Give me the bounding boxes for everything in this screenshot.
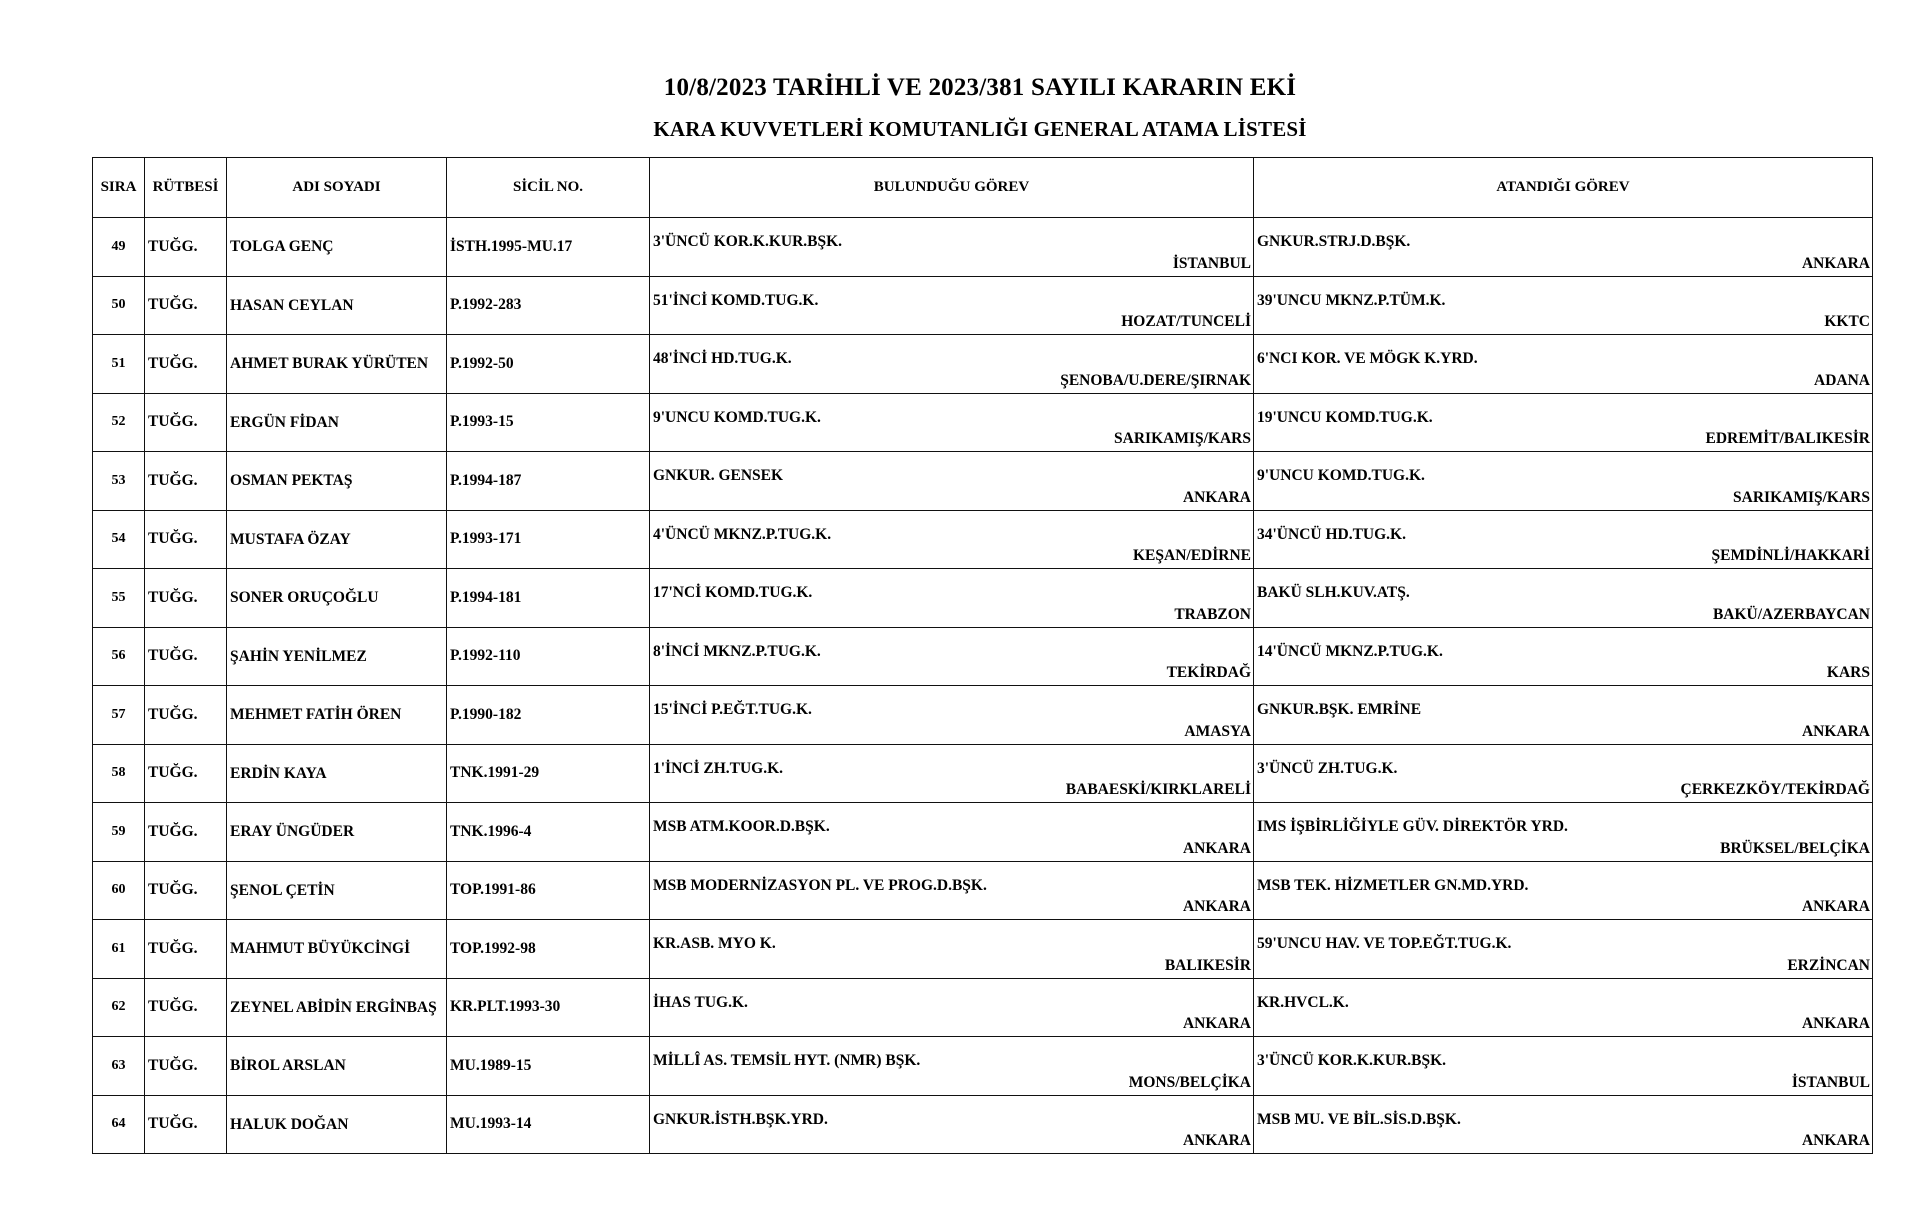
row-atandigi-gorev-unit: 6'NCI KOR. VE MÖGK K.YRD. [1257, 350, 1478, 367]
row-atandigi-gorev-unit: MSB MU. VE BİL.SİS.D.BŞK. [1257, 1110, 1461, 1128]
row-bulundugu-gorev-unit: MSB ATM.KOOR.D.BŞK. [653, 818, 830, 835]
row-adi-soyadi: AHMET BURAK YÜRÜTEN [227, 335, 447, 394]
row-sicil-no: P.1992-50 [447, 335, 650, 394]
row-sira: 49 [93, 218, 145, 277]
row-bulundugu-gorev-unit: 15'İNCİ P.EĞT.TUG.K. [653, 701, 812, 718]
row-adi-soyadi: ERDİN KAYA [227, 744, 447, 803]
row-atandigi-gorev-location: ANKARA [1801, 1132, 1870, 1149]
row-atandigi-gorev-location: İSTANBUL [1791, 1073, 1870, 1091]
row-sira: 61 [93, 920, 145, 979]
row-rutbe: TUĞG. [145, 1037, 227, 1096]
row-atandigi-gorev-unit: 39'UNCU MKNZ.P.TÜM.K. [1257, 291, 1446, 309]
row-atandigi-gorev [1254, 218, 1873, 277]
row-atandigi-gorev-location: ANKARA [1801, 722, 1870, 740]
row-bulundugu-gorev-unit: 3'ÜNCÜ KOR.K.KUR.BŞK. [653, 233, 843, 250]
row-adi-soyadi: MEHMET FATİH ÖREN [227, 686, 447, 745]
row-atandigi-gorev [1254, 920, 1873, 979]
row-sicil-no: TOP.1992-98 [447, 920, 650, 979]
table-row [93, 276, 1873, 335]
row-bulundugu-gorev [650, 510, 1254, 569]
row-sira: 53 [93, 452, 145, 511]
row-sicil-no: P.1992-110 [447, 627, 650, 686]
row-bulundugu-gorev [650, 393, 1254, 452]
table-row [93, 218, 1873, 277]
row-sira: 62 [93, 978, 145, 1037]
row-atandigi-gorev-location: BRÜKSEL/BELÇİKA [1720, 839, 1870, 857]
row-atandigi-gorev [1254, 393, 1873, 452]
row-adi-soyadi: ERGÜN FİDAN [227, 393, 447, 452]
row-bulundugu-gorev-location: SARIKAMIŞ/KARS [1114, 430, 1251, 447]
row-rutbe: TUĞG. [145, 861, 227, 920]
row-bulundugu-gorev [650, 627, 1254, 686]
row-rutbe: TUĞG. [145, 920, 227, 979]
header-sicil-no: SİCİL NO. [447, 158, 650, 218]
row-rutbe: TUĞG. [145, 627, 227, 686]
row-sicil-no: MU.1993-14 [447, 1095, 650, 1154]
header-adi-soyadi: ADI SOYADI [227, 158, 447, 218]
row-adi-soyadi: SONER ORUÇOĞLU [227, 569, 447, 628]
row-bulundugu-gorev-location: ANKARA [1182, 1132, 1251, 1149]
row-adi-soyadi: HALUK DOĞAN [227, 1095, 447, 1154]
row-bulundugu-gorev [650, 276, 1254, 335]
row-bulundugu-gorev-unit: KR.ASB. MYO K. [653, 935, 776, 952]
table-row [93, 1095, 1873, 1154]
row-bulundugu-gorev-location: ANKARA [1182, 898, 1251, 915]
row-bulundugu-gorev [650, 744, 1254, 803]
assignment-table [92, 157, 1873, 1154]
row-sicil-no: TNK.1991-29 [447, 744, 650, 803]
row-atandigi-gorev [1254, 744, 1873, 803]
row-sira: 60 [93, 861, 145, 920]
row-sira: 55 [93, 569, 145, 628]
document-title: 10/8/2023 TARİHLİ VE 2023/381 SAYILI KARARIN EKİ [663, 74, 1297, 101]
row-bulundugu-gorev-unit: MSB MODERNİZASYON PL. VE PROG.D.BŞK. [653, 876, 987, 894]
row-atandigi-gorev-location: ANKARA [1801, 254, 1870, 272]
row-atandigi-gorev [1254, 861, 1873, 920]
table-row [93, 1037, 1873, 1096]
row-adi-soyadi: HASAN CEYLAN [227, 276, 447, 335]
header-rutbe: RÜTBESİ [145, 158, 227, 218]
row-bulundugu-gorev-location: BALIKESİR [1164, 956, 1251, 974]
row-atandigi-gorev [1254, 978, 1873, 1037]
row-atandigi-gorev [1254, 335, 1873, 394]
document-subtitle: KARA KUVVETLERİ KOMUTANLIĞI GENERAL ATAMA LİSTESİ [653, 117, 1307, 141]
row-bulundugu-gorev [650, 920, 1254, 979]
table-row [93, 335, 1873, 394]
row-atandigi-gorev-unit: 9'UNCU KOMD.TUG.K. [1257, 467, 1425, 484]
row-atandigi-gorev [1254, 803, 1873, 862]
row-atandigi-gorev-location: ADANA [1814, 371, 1870, 389]
row-atandigi-gorev [1254, 686, 1873, 745]
row-sira: 59 [93, 803, 145, 862]
table-row [93, 744, 1873, 803]
row-atandigi-gorev-location: ŞEMDİNLİ/HAKKARİ [1711, 547, 1870, 564]
row-bulundugu-gorev-location: ŞENOBA/U.DERE/ŞIRNAK [1060, 371, 1251, 389]
row-sira: 64 [93, 1095, 145, 1154]
row-sicil-no: P.1992-283 [447, 276, 650, 335]
row-bulundugu-gorev [650, 1037, 1254, 1096]
row-bulundugu-gorev-location: AMASYA [1184, 722, 1251, 740]
row-bulundugu-gorev [650, 569, 1254, 628]
row-adi-soyadi: OSMAN PEKTAŞ [227, 452, 447, 511]
row-adi-soyadi: TOLGA GENÇ [227, 218, 447, 277]
row-sicil-no: MU.1989-15 [447, 1037, 650, 1096]
row-bulundugu-gorev-location: HOZAT/TUNCELİ [1121, 313, 1251, 330]
table-header-row [93, 158, 1873, 218]
row-sira: 54 [93, 510, 145, 569]
row-sicil-no: KR.PLT.1993-30 [447, 978, 650, 1037]
row-bulundugu-gorev-location: KEŞAN/EDİRNE [1133, 547, 1251, 564]
row-bulundugu-gorev [650, 803, 1254, 862]
table-row [93, 978, 1873, 1037]
header-sira: SIRA [93, 158, 145, 218]
row-atandigi-gorev [1254, 1095, 1873, 1154]
row-sicil-no: P.1990-182 [447, 686, 650, 745]
table-row [93, 861, 1873, 920]
row-atandigi-gorev-unit: 34'ÜNCÜ HD.TUG.K. [1257, 525, 1406, 543]
row-atandigi-gorev-unit: IMS İŞBİRLİĞİYLE GÜV. DİREKTÖR YRD. [1257, 818, 1568, 835]
row-rutbe: TUĞG. [145, 1095, 227, 1154]
header-bulundugu-gorev: BULUNDUĞU GÖREV [650, 158, 1254, 218]
row-bulundugu-gorev [650, 978, 1254, 1037]
row-rutbe: TUĞG. [145, 510, 227, 569]
row-bulundugu-gorev-location: TEKİRDAĞ [1166, 664, 1251, 681]
row-sira: 52 [93, 393, 145, 452]
table-row [93, 452, 1873, 511]
row-adi-soyadi: ŞAHİN YENİLMEZ [227, 627, 447, 686]
row-atandigi-gorev-unit: KR.HVCL.K. [1257, 993, 1349, 1011]
row-atandigi-gorev-unit: 3'ÜNCÜ ZH.TUG.K. [1257, 759, 1398, 777]
row-bulundugu-gorev-location: BABAESKİ/KIRKLARELİ [1065, 781, 1251, 798]
row-atandigi-gorev-location: EDREMİT/BALIKESİR [1705, 430, 1870, 447]
row-bulundugu-gorev-unit: 17'NCİ KOMD.TUG.K. [653, 584, 813, 601]
row-atandigi-gorev-location: KARS [1826, 664, 1870, 681]
row-sira: 57 [93, 686, 145, 745]
row-bulundugu-gorev-unit: 9'UNCU KOMD.TUG.K. [653, 408, 821, 426]
row-bulundugu-gorev-unit: GNKUR.İSTH.BŞK.YRD. [653, 1110, 828, 1128]
row-bulundugu-gorev-location: ANKARA [1182, 488, 1251, 506]
row-bulundugu-gorev-unit: 4'ÜNCÜ MKNZ.P.TUG.K. [653, 525, 832, 543]
row-bulundugu-gorev-unit: İHAS TUG.K. [653, 993, 748, 1011]
row-rutbe: TUĞG. [145, 218, 227, 277]
row-atandigi-gorev [1254, 510, 1873, 569]
row-atandigi-gorev-unit: 19'UNCU KOMD.TUG.K. [1257, 408, 1433, 426]
row-bulundugu-gorev-location: ANKARA [1182, 839, 1251, 857]
row-bulundugu-gorev-location: MONS/BELÇİKA [1128, 1073, 1251, 1091]
row-bulundugu-gorev-location: TRABZON [1174, 605, 1251, 623]
row-atandigi-gorev-unit: GNKUR.BŞK. EMRİNE [1257, 701, 1422, 718]
row-sicil-no: P.1993-15 [447, 393, 650, 452]
row-atandigi-gorev-location: ANKARA [1801, 898, 1870, 915]
row-bulundugu-gorev [650, 861, 1254, 920]
row-atandigi-gorev-unit: BAKÜ SLH.KUV.ATŞ. [1257, 584, 1410, 601]
table-row [93, 510, 1873, 569]
row-sicil-no: TOP.1991-86 [447, 861, 650, 920]
row-bulundugu-gorev-location: İSTANBUL [1172, 254, 1251, 272]
row-sicil-no: P.1994-187 [447, 452, 650, 511]
row-bulundugu-gorev-unit: 1'İNCİ ZH.TUG.K. [653, 759, 784, 777]
row-sira: 50 [93, 276, 145, 335]
row-bulundugu-gorev [650, 1095, 1254, 1154]
row-bulundugu-gorev-unit: 48'İNCİ HD.TUG.K. [653, 350, 792, 367]
row-rutbe: TUĞG. [145, 686, 227, 745]
row-atandigi-gorev-unit: 59'UNCU HAV. VE TOP.EĞT.TUG.K. [1257, 935, 1512, 952]
row-adi-soyadi: ZEYNEL ABİDİN ERGİNBAŞ [227, 978, 447, 1037]
row-rutbe: TUĞG. [145, 569, 227, 628]
row-atandigi-gorev-unit: GNKUR.STRJ.D.BŞK. [1257, 233, 1411, 250]
row-atandigi-gorev [1254, 452, 1873, 511]
row-rutbe: TUĞG. [145, 393, 227, 452]
row-sicil-no: İSTH.1995-MU.17 [447, 218, 650, 277]
row-bulundugu-gorev-location: ANKARA [1182, 1015, 1251, 1032]
row-sira: 58 [93, 744, 145, 803]
row-sira: 63 [93, 1037, 145, 1096]
row-atandigi-gorev-location: SARIKAMIŞ/KARS [1733, 488, 1870, 506]
row-bulundugu-gorev-unit: GNKUR. GENSEK [653, 467, 784, 484]
row-atandigi-gorev-unit: MSB TEK. HİZMETLER GN.MD.YRD. [1257, 876, 1529, 894]
table-row [93, 627, 1873, 686]
row-atandigi-gorev-location: ERZİNCAN [1787, 956, 1870, 974]
row-adi-soyadi: MUSTAFA ÖZAY [227, 510, 447, 569]
row-atandigi-gorev [1254, 627, 1873, 686]
row-bulundugu-gorev [650, 452, 1254, 511]
row-sicil-no: P.1993-171 [447, 510, 650, 569]
row-rutbe: TUĞG. [145, 452, 227, 511]
row-bulundugu-gorev-unit: 8'İNCİ MKNZ.P.TUG.K. [653, 642, 821, 660]
row-rutbe: TUĞG. [145, 276, 227, 335]
table-row [93, 686, 1873, 745]
row-bulundugu-gorev [650, 686, 1254, 745]
row-sira: 56 [93, 627, 145, 686]
row-atandigi-gorev [1254, 276, 1873, 335]
table-row [93, 569, 1873, 628]
row-rutbe: TUĞG. [145, 803, 227, 862]
row-sicil-no: TNK.1996-4 [447, 803, 650, 862]
header-atandigi-gorev: ATANDIĞI GÖREV [1254, 158, 1873, 218]
row-adi-soyadi: MAHMUT BÜYÜKCİNGİ [227, 920, 447, 979]
row-sicil-no: P.1994-181 [447, 569, 650, 628]
row-adi-soyadi: BİROL ARSLAN [227, 1037, 447, 1096]
row-adi-soyadi: ŞENOL ÇETİN [227, 861, 447, 920]
row-rutbe: TUĞG. [145, 744, 227, 803]
table-row [93, 920, 1873, 979]
row-atandigi-gorev-location: ÇERKEZKÖY/TEKİRDAĞ [1680, 781, 1870, 798]
row-bulundugu-gorev-unit: 51'İNCİ KOMD.TUG.K. [653, 291, 819, 309]
row-atandigi-gorev-unit: 14'ÜNCÜ MKNZ.P.TUG.K. [1257, 642, 1443, 660]
row-bulundugu-gorev [650, 335, 1254, 394]
row-rutbe: TUĞG. [145, 335, 227, 394]
row-atandigi-gorev [1254, 569, 1873, 628]
row-atandigi-gorev-location: ANKARA [1801, 1015, 1870, 1032]
row-adi-soyadi: ERAY ÜNGÜDER [227, 803, 447, 862]
row-atandigi-gorev [1254, 1037, 1873, 1096]
row-rutbe: TUĞG. [145, 978, 227, 1037]
row-atandigi-gorev-unit: 3'ÜNCÜ KOR.K.KUR.BŞK. [1257, 1052, 1447, 1069]
row-sira: 51 [93, 335, 145, 394]
table-row [93, 803, 1873, 862]
row-atandigi-gorev-location: KKTC [1824, 313, 1870, 330]
row-bulundugu-gorev-unit: MİLLÎ AS. TEMSİL HYT. (NMR) BŞK. [653, 1052, 921, 1069]
table-row [93, 393, 1873, 452]
row-bulundugu-gorev [650, 218, 1254, 277]
row-atandigi-gorev-location: BAKÜ/AZERBAYCAN [1712, 605, 1870, 623]
